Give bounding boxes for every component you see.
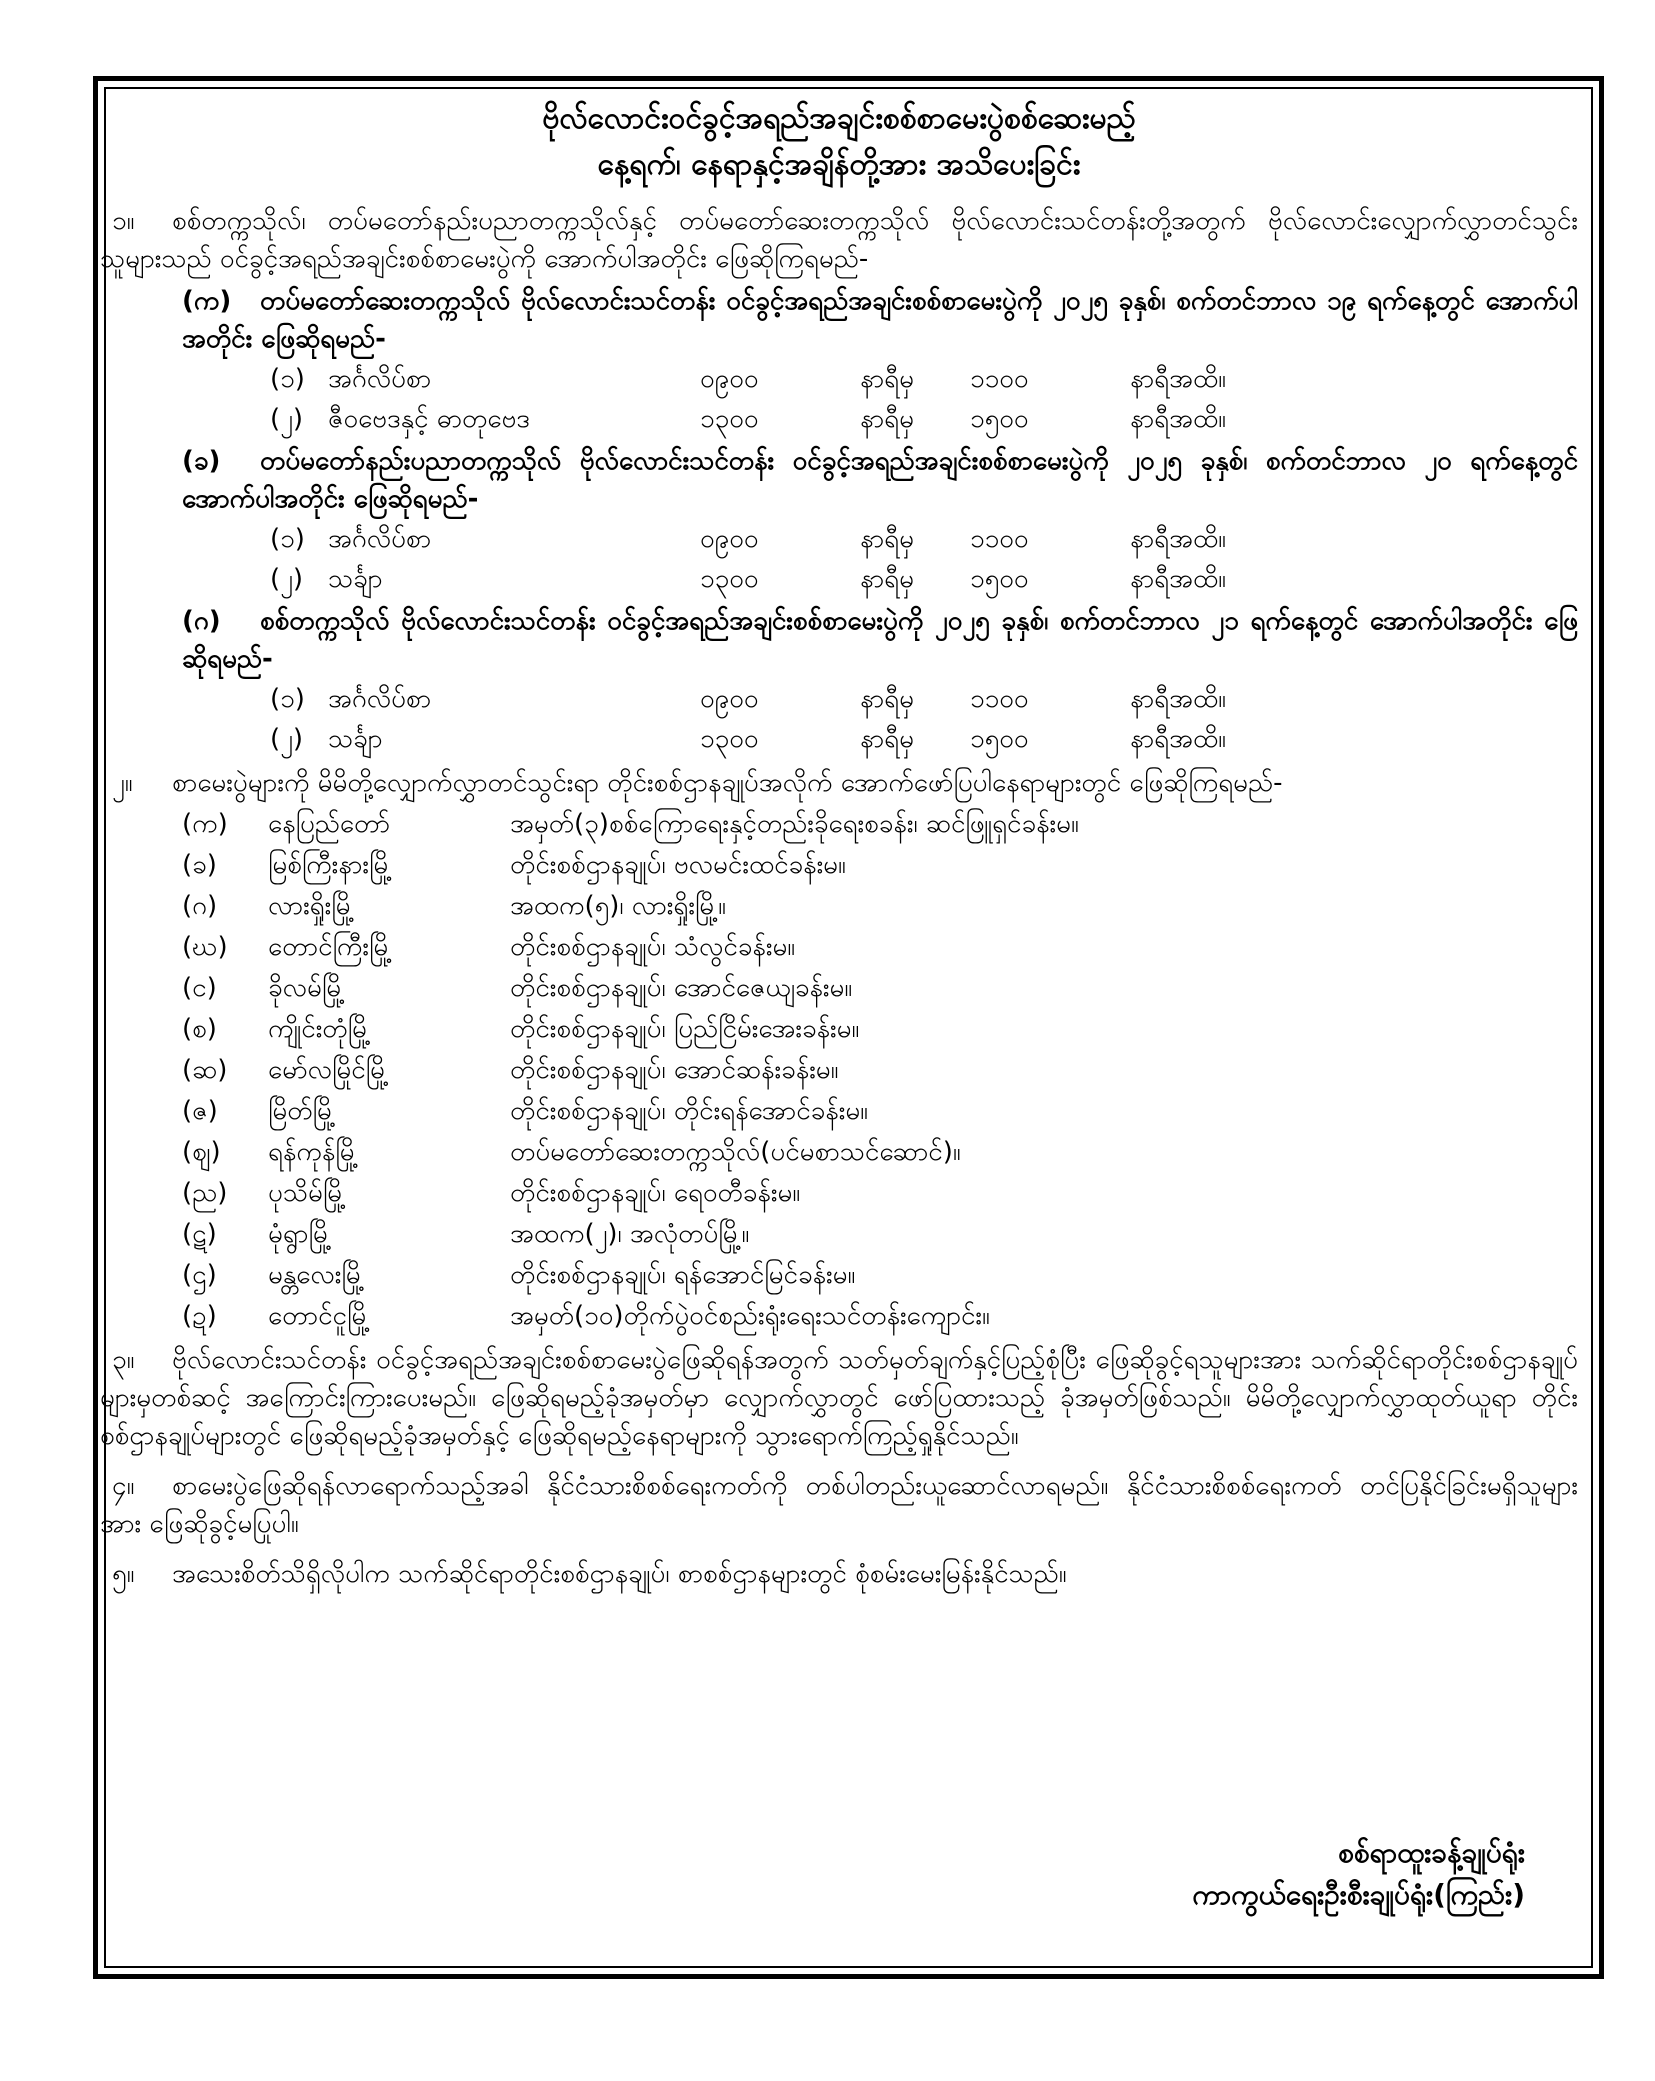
- exam-mark: (၂): [270, 724, 304, 754]
- location-mark: (င): [182, 973, 217, 1003]
- exam-mark: (၂): [270, 564, 304, 594]
- paragraph-number: ၂။: [112, 768, 133, 798]
- location-city: မုံရွာမြို့: [268, 1219, 332, 1249]
- paragraph-4: [100, 1467, 1578, 1543]
- location-address: အမှတ်(၃)စစ်ကြောရေးနှင့်တည်းခိုရေးစခန်း၊ ဆင်ဖြူရှင်ခန်းမ။: [510, 809, 1079, 839]
- exam-mark: (၁): [270, 524, 305, 554]
- signature-block: [1192, 1832, 1525, 1916]
- exam-start: ၀၉၀၀: [700, 684, 759, 714]
- location-mark: (က): [182, 809, 228, 839]
- paragraph-2: [100, 764, 1578, 802]
- location-city: မြစ်ကြီးနားမြို့: [268, 850, 393, 880]
- exam-mark: (၁): [270, 684, 305, 714]
- section-kha: [182, 442, 1578, 518]
- paragraph-text: ဗိုလ်လောင်းသင်တန်း ဝင်ခွင့်အရည်အချင်းစစ်စာမေးပွဲဖြေဆိုရန်အတွက် သတ်မှတ်ချက်နှင့်ပြည့်စုံပြီး ဖြေဆိုခွင့်ရသူများအား သက်ဆိုင်ရာတိုင်းစစ်ဌာနချုပ်များမှတစ်ဆင့် အကြောင်းကြားပေးမည်။ ဖြေဆိုရမည့်ခုံအမှတ်မှာ လျှောက်လွှာတွင် ဖော်ပြထားသည့် ခုံအမှတ်ဖြစ်သည်။ မိမိတို့လျှောက်လွှာထုတ်ယူရာ တိုင်းစစ်ဌာနချုပ်များတွင် ဖြေဆိုရမည့်ခုံအမှတ်နှင့် ဖြေဆိုရမည့်နေရာများကို သွားရောက်ကြည့်ရှုနိုင်သည်။: [100, 1345, 1578, 1451]
- location-address: တိုင်းစစ်ဌာနချုပ်၊ ရေဝတီခန်းမ။: [510, 1178, 801, 1208]
- section-mark: (က): [182, 286, 232, 316]
- exam-subject: အင်္ဂလိပ်စာ: [328, 524, 432, 554]
- location-mark: (ဈ): [182, 1137, 221, 1167]
- paragraph-5: [100, 1555, 1578, 1593]
- location-city: ကျိုင်းတုံမြို့: [268, 1014, 371, 1044]
- exam-from: နာရီမှ: [860, 684, 914, 714]
- paragraph-number: ၅။: [112, 1559, 135, 1589]
- location-address: တိုင်းစစ်ဌာနချုပ်၊ ဗလမင်းထင်ခန်းမ။: [510, 850, 846, 880]
- list-item: [100, 846, 1578, 884]
- exam-row: [100, 520, 1578, 558]
- document-body: [100, 96, 1578, 1593]
- list-item: [100, 1092, 1578, 1130]
- location-city: လားရှိုးမြို့: [268, 891, 355, 921]
- exam-mark: (၂): [270, 404, 304, 434]
- exam-to: နာရီအထိ။: [1130, 364, 1226, 394]
- location-mark: (ဇ): [182, 1096, 218, 1126]
- exam-to: နာရီအထိ။: [1130, 524, 1226, 554]
- exam-row: [100, 680, 1578, 718]
- exam-from: နာရီမှ: [860, 724, 914, 754]
- signature-line-2: ကာကွယ်ရေးဦးစီးချုပ်ရုံး(ကြည်း): [1192, 1878, 1525, 1911]
- exam-to: နာရီအထိ။: [1130, 724, 1226, 754]
- location-address: တိုင်းစစ်ဌာနချုပ်၊ ရန်အောင်မြင်ခန်းမ။: [510, 1260, 856, 1290]
- location-address: တိုင်းစစ်ဌာနချုပ်၊ သံလွင်ခန်းမ။: [510, 932, 796, 962]
- signature-line-1: စစ်ရာထူးခန့်ချုပ်ရုံး: [1338, 1836, 1525, 1869]
- location-mark: (ည): [182, 1178, 228, 1208]
- location-address: တပ်မတော်ဆေးတက္ကသိုလ်(ပင်မစာသင်ဆောင်)။: [510, 1137, 961, 1167]
- paragraph-text: စစ်တက္ကသိုလ်၊ တပ်မတော်နည်းပညာတက္ကသိုလ်နှင့် တပ်မတော်ဆေးတက္ကသိုလ် ဗိုလ်လောင်းသင်တန်းတို့အတွက် ဗိုလ်လောင်းလျှောက်လွှာတင်သွင်းသူများသည် ဝင်ခွင့်အရည်အချင်းစစ်စာမေးပွဲကို အောက်ပါအတိုင်း ဖြေဆိုကြရမည်-: [100, 206, 1578, 274]
- location-mark: (ဋ): [182, 1219, 217, 1249]
- location-mark: (ဌ): [182, 1260, 217, 1290]
- location-mark: (ဍ): [182, 1301, 217, 1331]
- list-item: [100, 1010, 1578, 1048]
- exam-start: ၁၃၀၀: [700, 724, 759, 754]
- exam-end: ၁၅၀၀: [970, 404, 1029, 434]
- location-city: ရန်ကုန်မြို့: [268, 1137, 359, 1167]
- location-mark: (စ): [182, 1014, 217, 1044]
- exam-to: နာရီအထိ။: [1130, 684, 1226, 714]
- exam-start: ၁၃၀၀: [700, 404, 759, 434]
- location-mark: (ဂ): [182, 891, 218, 921]
- paragraph-text: စာမေးပွဲများကို မိမိတို့လျှောက်လွှာတင်သွင်းရာ တိုင်းစစ်ဌာနချုပ်အလိုက် အောက်ဖော်ပြပါနေရာများတွင် ဖြေဆိုကြရမည်-: [172, 768, 1283, 798]
- location-city: ပုသိမ်မြို့: [268, 1178, 347, 1208]
- list-item: [100, 887, 1578, 925]
- exam-end: ၁၅၀၀: [970, 724, 1029, 754]
- list-item: [100, 1297, 1578, 1335]
- list-item: [100, 1051, 1578, 1089]
- exam-mark: (၁): [270, 364, 305, 394]
- paragraph-1: [100, 202, 1578, 278]
- list-item: [100, 928, 1578, 966]
- exam-row: [100, 360, 1578, 398]
- section-ga: [182, 602, 1578, 678]
- location-city: မန္တလေးမြို့: [268, 1260, 365, 1290]
- location-city: တောင်ငူမြို့: [268, 1301, 371, 1331]
- paragraph-number: ၃။: [112, 1345, 135, 1375]
- exam-start: ၁၃၀၀: [700, 564, 759, 594]
- location-address: အမှတ်(၁၀)တိုက်ပွဲဝင်စည်းရုံးရေးသင်တန်းကျောင်း။: [510, 1301, 990, 1331]
- location-mark: (ဃ): [182, 932, 228, 962]
- exam-subject: အင်္ဂလိပ်စာ: [328, 684, 432, 714]
- location-address: တိုင်းစစ်ဌာနချုပ်၊ အောင်ဇေယျခန်းမ။: [510, 973, 853, 1003]
- exam-subject: သင်္ချာ: [328, 564, 383, 594]
- location-mark: (ခ): [182, 850, 217, 880]
- exam-subject: သင်္ချာ: [328, 724, 383, 754]
- exam-from: နာရီမှ: [860, 524, 914, 554]
- list-item: [100, 1215, 1578, 1253]
- location-address: အထက(၅)၊ လားရှိုးမြို့။: [510, 891, 727, 921]
- exam-to: နာရီအထိ။: [1130, 564, 1226, 594]
- section-mark: (ဂ): [182, 606, 221, 636]
- paragraph-number: ၄။: [112, 1471, 135, 1501]
- exam-row: [100, 560, 1578, 598]
- location-mark: (ဆ): [182, 1055, 228, 1085]
- exam-from: နာရီမှ: [860, 564, 914, 594]
- location-address: အထက(၂)၊ အလုံတပ်မြို့။: [510, 1219, 750, 1249]
- location-city: မော်လမြိုင်မြို့: [268, 1055, 389, 1085]
- location-city: ခိုလမ်မြို့: [268, 973, 346, 1003]
- location-city: တောင်ကြီးမြို့: [268, 932, 393, 962]
- location-city: နေပြည်တော်: [268, 809, 391, 839]
- location-address: တိုင်းစစ်ဌာနချုပ်၊ ပြည်ငြိမ်းအေးခန်းမ။: [510, 1014, 860, 1044]
- list-item: [100, 805, 1578, 843]
- exam-end: ၁၅၀၀: [970, 564, 1029, 594]
- exam-end: ၁၁၀၀: [970, 524, 1029, 554]
- exam-from: နာရီမှ: [860, 364, 914, 394]
- exam-row: [100, 400, 1578, 438]
- list-item: [100, 1174, 1578, 1212]
- exam-start: ၀၉၀၀: [700, 524, 759, 554]
- exam-end: ၁၁၀၀: [970, 364, 1029, 394]
- exam-from: နာရီမှ: [860, 404, 914, 434]
- exam-start: ၀၉၀၀: [700, 364, 759, 394]
- exam-subject: အင်္ဂလိပ်စာ: [328, 364, 432, 394]
- list-item: [100, 1256, 1578, 1294]
- exam-row: [100, 720, 1578, 758]
- location-address: တိုင်းစစ်ဌာနချုပ်၊ အောင်ဆန်းခန်းမ။: [510, 1055, 839, 1085]
- list-item: [100, 1133, 1578, 1171]
- section-text: စစ်တက္ကသိုလ် ဗိုလ်လောင်းသင်တန်း ဝင်ခွင့်အရည်အချင်းစစ်စာမေးပွဲကို ၂၀၂၅ ခုနှစ်၊ စက်တင်ဘာလ ၂၁ ရက်နေ့တွင် အောက်ပါအတိုင်း ဖြေဆိုရမည်-: [182, 606, 1578, 674]
- paragraph-text: အသေးစိတ်သိရှိလိုပါက သက်ဆိုင်ရာတိုင်းစစ်ဌာနချုပ်၊ စာစစ်ဌာနများတွင် စုံစမ်းမေးမြန်းနိုင်သည်။: [172, 1559, 1067, 1589]
- section-mark: (ခ): [182, 446, 221, 476]
- document-title: [100, 96, 1578, 188]
- paragraph-text: စာမေးပွဲဖြေဆိုရန်လာရောက်သည့်အခါ နိုင်ငံသားစိစစ်ရေးကတ်ကို တစ်ပါတည်းယူဆောင်လာရမည်။ နိုင်ငံသားစိစစ်ရေးကတ် တင်ပြနိုင်ခြင်းမရှိသူများအား ဖြေဆိုခွင့်မပြုပါ။: [100, 1471, 1578, 1539]
- title-line-1: ဗိုလ်လောင်းဝင်ခွင့်အရည်အချင်းစစ်စာမေးပွဲစစ်ဆေးမည့်: [542, 101, 1136, 136]
- paragraph-number: ၁။: [112, 206, 135, 236]
- location-city: မြိတ်မြို့: [268, 1096, 336, 1126]
- section-text: တပ်မတော်နည်းပညာတက္ကသိုလ် ဗိုလ်လောင်းသင်တန်း ဝင်ခွင့်အရည်အချင်းစစ်စာမေးပွဲကို ၂၀၂၅ ခုနှစ်၊ စက်တင်ဘာလ ၂၀ ရက်နေ့တွင် အောက်ပါအတိုင်း ဖြေဆိုရမည်-: [182, 446, 1578, 514]
- title-line-2: နေ့ရက်၊ နေရာနှင့်အချိန်တို့အား အသိပေးခြင်း: [597, 147, 1081, 182]
- location-list: [100, 805, 1578, 1335]
- location-address: တိုင်းစစ်ဌာနချုပ်၊ တိုင်းရန်အောင်ခန်းမ။: [510, 1096, 869, 1126]
- section-text: တပ်မတော်ဆေးတက္ကသိုလ် ဗိုလ်လောင်းသင်တန်း ဝင်ခွင့်အရည်အချင်းစစ်စာမေးပွဲကို ၂၀၂၅ ခုနှစ်၊ စက်တင်ဘာလ ၁၉ ရက်နေ့တွင် အောက်ပါအတိုင်း ဖြေဆိုရမည်-: [182, 286, 1578, 354]
- exam-subject: ဇီဝဗေဒနှင့် ဓာတုဗေဒ: [328, 404, 530, 434]
- paragraph-3: [100, 1341, 1578, 1455]
- exam-end: ၁၁၀၀: [970, 684, 1029, 714]
- section-ka: [182, 282, 1578, 358]
- exam-to: နာရီအထိ။: [1130, 404, 1226, 434]
- list-item: [100, 969, 1578, 1007]
